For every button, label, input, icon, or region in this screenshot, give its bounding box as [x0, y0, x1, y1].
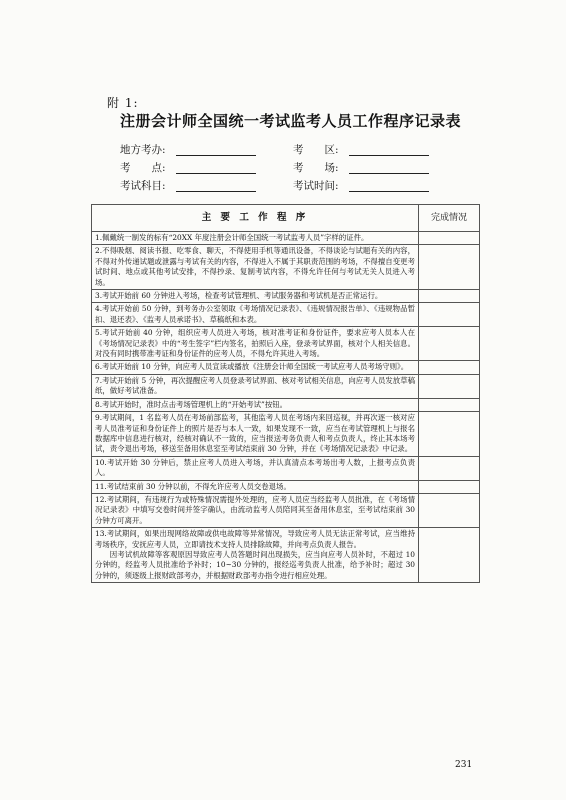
attachment-label: 附 1: — [107, 96, 139, 110]
procedure-header: 主 要 工 作 程 序 — [92, 205, 419, 232]
procedure-step-12: 12.考试期间，有违规行为或特殊情况需提外处理的，应考人员应当经监考人员批准，在《考场情况记录表》中填写交卷时间并签字确认，由流动监考人员陪同其至备用休息室，至考试结束前 30 分钟方可离开。 — [92, 493, 419, 527]
field-exam-time-blank[interactable] — [349, 191, 429, 192]
field-district-label: 考 区: — [293, 144, 339, 156]
field-district-blank[interactable] — [349, 155, 429, 156]
status-cell-3[interactable] — [419, 290, 480, 303]
table-row — [92, 374, 480, 398]
procedure-step-13-continuation: 因考试机故障等客观原因导致应考人员答题时间出现损失，应当向应考人员补时，不超过 10 分钟的，经监考人员批准给予补时；10~30 分钟的，报经巡考负责人批准，给予补时；超过 30 分钟的，须逐级上报财政部考办，并根据财政部考办指令进行相应处理。 — [95, 549, 415, 580]
field-office-blank[interactable] — [176, 155, 256, 156]
status-cell-6[interactable] — [419, 361, 480, 374]
status-cell-9[interactable] — [419, 412, 480, 457]
procedure-step-6: 6.考试开始前 10 分钟，向应考人员宣读或播放《注册会计师全国统一考试应考人员考场守则》。 — [92, 361, 419, 374]
procedure-step-13 — [92, 528, 419, 583]
status-cell-12[interactable] — [419, 493, 480, 527]
status-cell-2[interactable] — [419, 245, 480, 290]
field-subject — [120, 178, 166, 193]
procedure-step-7: 7.考试开始前 5 分钟，再次提醒应考人员登录考试界面、核对考试相关信息，向应考人员发放草稿纸，做好考试准备。 — [92, 374, 419, 398]
field-subject-blank[interactable] — [176, 191, 256, 192]
procedure-step-3: 3.考试开始前 60 分钟进入考场，检查考试管理机、考试服务器和考试机是否正常运行。 — [92, 290, 419, 303]
procedure-step-11: 11.考试结束前 30 分钟以前，不得允许应考人员交卷退场。 — [92, 480, 419, 493]
status-cell-10[interactable] — [419, 456, 480, 480]
field-district — [293, 142, 339, 157]
field-office — [120, 142, 166, 157]
procedure-step-2: 2.不得吸烟、阅读书报、吃零食、聊天，不得使用手机等通讯设备，不得谈论与试题有关的内容，不得对外传递试题或泄露与考试有关的内容，不得进入不属于其职责范围的考场，不得擅自变更考试时间、地点或其他考试安排，不得抄录、复制考试内容，不得允许任何与考试无关人员进入考场。 — [92, 245, 419, 290]
table-row — [92, 398, 480, 411]
field-exam-room-label: 考 场: — [293, 162, 339, 174]
page-title: 注册会计师全国统一考试监考人员工作程序记录表 — [120, 112, 462, 130]
field-subject-label: 考试科目: — [120, 180, 166, 192]
table-row — [92, 303, 480, 327]
field-exam-time — [293, 178, 339, 193]
procedure-step-10: 10.考试开始 30 分钟后，禁止应考人员进入考场，并认真清点本考场出考人数，上报考点负责人。 — [92, 456, 419, 480]
table-row — [92, 290, 480, 303]
status-cell-7[interactable] — [419, 374, 480, 398]
status-cell-4[interactable] — [419, 303, 480, 327]
status-cell-11[interactable] — [419, 480, 480, 493]
table-row — [92, 456, 480, 480]
field-test-center-label: 考 点: — [120, 162, 166, 174]
field-test-center — [120, 160, 166, 175]
procedure-step-8: 8.考试开始时，准时点击考场管理机上的“开始考试”按钮。 — [92, 398, 419, 411]
field-exam-room — [293, 160, 339, 175]
table-row — [92, 493, 480, 527]
status-cell-5[interactable] — [419, 327, 480, 361]
table-row — [92, 528, 480, 583]
table-header-row — [92, 205, 480, 232]
status-cell-1[interactable] — [419, 232, 480, 245]
status-header: 完成情况 — [419, 205, 480, 232]
table-row — [92, 412, 480, 457]
page-number: 231 — [455, 760, 473, 770]
table-row — [92, 327, 480, 361]
table-row — [92, 480, 480, 493]
status-cell-8[interactable] — [419, 398, 480, 411]
procedure-step-9: 9.考试期间，1 名监考人员在考场前部监考，其他监考人员在考场内来回巡视，并再次逐一核对应考人员准考证和身份证件上的照片是否与本人一致，如果发现不一致，应当在考试管理机上与报名数据库中信息进行核对，经核对确认不一致的，应当报送考务负责人和考点负责人，终止其本场考试，责令退出考场，移送至备用休息室至考试结束前 30 分钟，并在《考场情况记录表》中记录。 — [92, 412, 419, 457]
procedure-step-5: 5.考试开始前 40 分钟，组织应考人员进入考场，核对准考证和身份证件，要求应考人员本人在《考场情况记录表》中的“考生签字”栏内签名，拍照后入座，登录考试界面，核对个人相关信息。对没有同时携带准考证和身份证件的应考人员，不得允许其进入考场。 — [92, 327, 419, 361]
table-row — [92, 245, 480, 290]
table-row — [92, 361, 480, 374]
status-cell-13[interactable] — [419, 528, 480, 583]
field-test-center-blank[interactable] — [176, 173, 256, 174]
field-exam-room-blank[interactable] — [349, 173, 429, 174]
field-office-label: 地方考办: — [120, 144, 166, 156]
procedure-step-4: 4.考试开始前 50 分钟，到考务办公室领取《考场情况记录表》、《违规情况报告单》、《违规物品暂扣、退还表》、《监考人员承诺书》、草稿纸和本表。 — [92, 303, 419, 327]
procedure-step-13-text: 13.考试期间，如果出现网络故障或供电故障等异常情况，导致应考人员无法正常考试，应当维持考场秩序，安抚应考人员，立即请技术支持人员排除故障，并向考点负责人报告。 — [95, 529, 415, 549]
procedure-step-1: 1.佩戴统一制发的标有“20XX 年度注册会计师全国统一考试监考人员”字样的证件。 — [92, 232, 419, 245]
procedure-table — [91, 204, 480, 583]
field-exam-time-label: 考试时间: — [293, 180, 339, 192]
table-row — [92, 232, 480, 245]
